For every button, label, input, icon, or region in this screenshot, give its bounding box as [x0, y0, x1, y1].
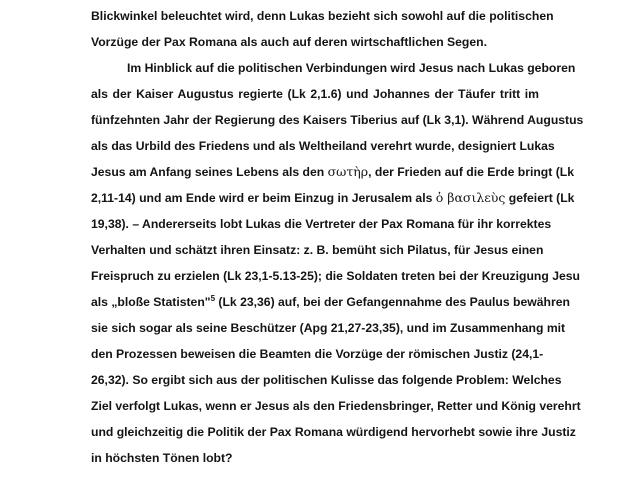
text-line-10: Verhalten und schätzt ihren Einsatz: z. B. bemüht sich Pilatus, für Jesus einen — [91, 243, 544, 257]
text-line-1: Blickwinkel beleuchtet wird, denn Lukas bezieht sich sowohl auf die politischen — [91, 9, 554, 23]
text-line-14: den Prozessen beweisen die Beamten die Vorzüge der römischen Justiz (24,1- — [91, 347, 544, 361]
text-line-16: Ziel verfolgt Lukas, wenn er Jesus als den Friedensbringer, Retter und König verehrt — [91, 399, 581, 413]
greek-basileus: ὁ βασιλεὺς — [435, 190, 506, 205]
footnote-marker-5[interactable]: 5 — [210, 294, 216, 303]
text-line-7-pre: Jesus am Anfang seines Lebens als den — [91, 165, 328, 179]
text-line-15: 26,32). So ergibt sich aus der politischen Kulisse das folgende Problem: Welches — [91, 373, 562, 387]
text-line-2: Vorzüge der Pax Romana als auch auf deren wirtschaftlichen Segen. — [91, 35, 487, 49]
text-line-4: als der Kaiser Augustus regierte (Lk 2,1.6) und Johannes der Täufer tritt im — [91, 87, 539, 101]
text-line-3: Im Hinblick auf die politischen Verbindungen wird Jesus nach Lukas geboren — [127, 61, 576, 75]
text-line-18: in höchsten Tönen lobt? — [91, 451, 233, 465]
text-line-8-post: gefeiert (Lk — [505, 191, 575, 205]
text-line-9: 19,38). – Andererseits lobt Lukas die Vertreter der Pax Romana für ihr korrektes — [91, 217, 552, 231]
text-line-6: als das Urbild des Friedens und als Weltheiland verehrt wurde, designiert Lukas — [91, 139, 555, 153]
text-line-13: sie sich sogar als seine Beschützer (Apg 21,27-23,35), und im Zusammenhang mit — [91, 321, 566, 335]
text-line-7-post: , der Frieden auf die Erde bringt (Lk — [368, 165, 574, 179]
text-line-12-post: (Lk 23,36) auf, bei der Gefangennahme des Paulus bewähren — [215, 295, 570, 309]
text-line-8-pre: 2,11-14) und am Ende wird er beim Einzug in Jerusalem als — [91, 191, 436, 205]
text-line-12-pre: als „bloße Statisten" — [91, 295, 211, 309]
text-line-5: fünfzehnten Jahr der Regierung des Kaisers Tiberius auf (Lk 3,1). Während Augustus — [91, 113, 584, 127]
greek-soter: σωτὴρ — [327, 164, 369, 179]
text-line-7 — [91, 159, 574, 185]
text-line-11: Freispruch zu erzielen (Lk 23,1-5.13-25); die Soldaten treten bei der Kreuzigung Jesu — [91, 269, 580, 283]
text-line-17: und gleichzeitig die Politik der Pax Romana würdigend hervorhebt sowie ihre Justiz — [91, 425, 576, 439]
text-line-12 — [91, 289, 570, 315]
text-line-8 — [91, 185, 575, 211]
